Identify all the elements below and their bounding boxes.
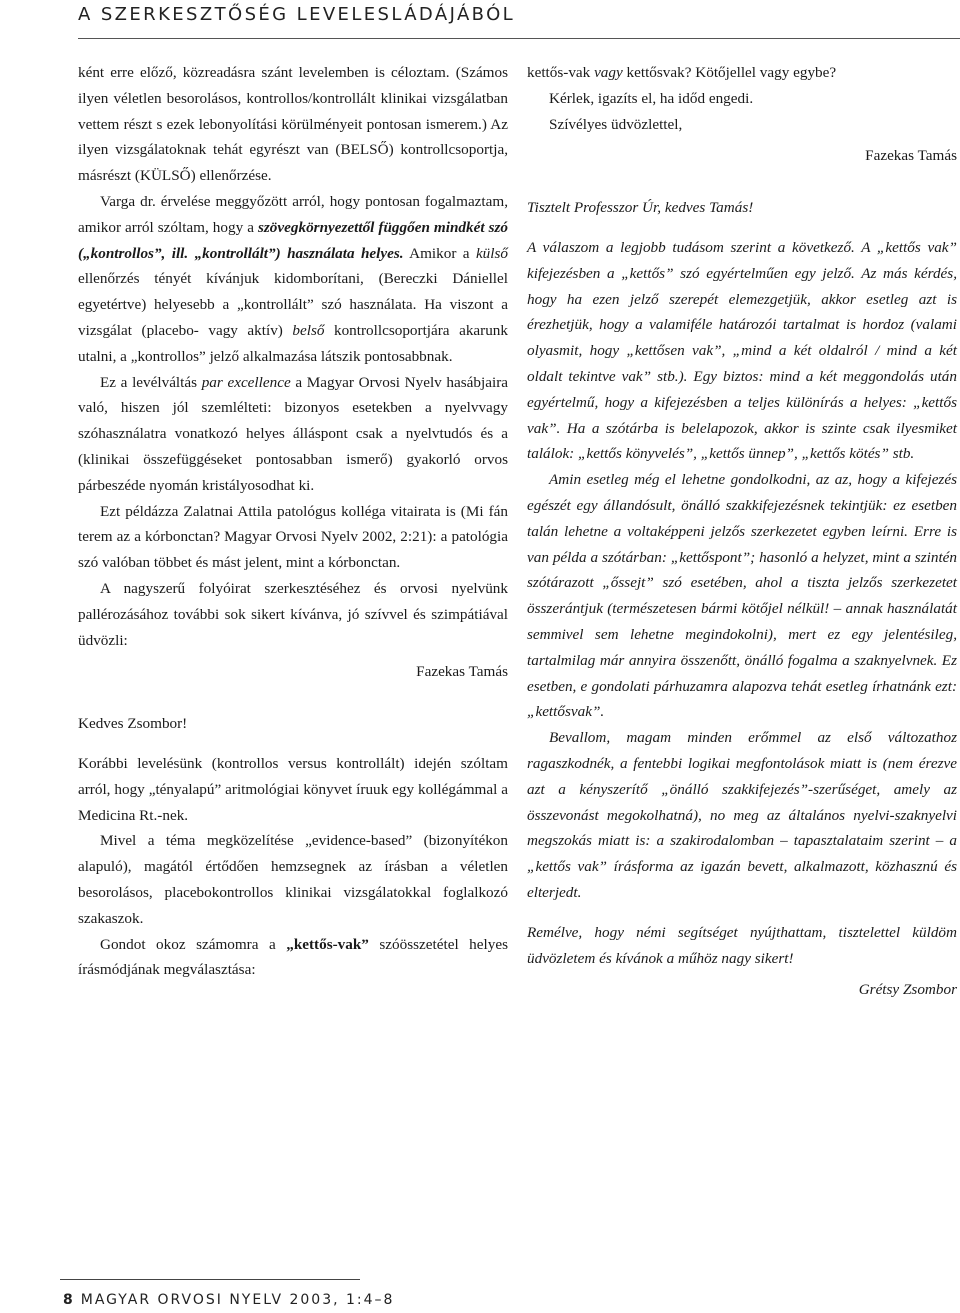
italic-run: külső — [475, 244, 508, 262]
footer-rule — [60, 1279, 360, 1280]
paragraph — [78, 932, 508, 984]
paragraph: Szívélyes üdvözlettel, — [549, 115, 683, 133]
text-run: a Magyar Orvosi Nyelv hasábjaira való, hiszen jól szemlélteti: bizonyos esetekben a nyelvvagy szóhasználatra vonatkozó helyes álláspont csak a nyelvtudós és a (klinikai összefüggéseket pontosabban ismerő) gyakorló orvos párbeszéde nyomán kristályosodhat ki. — [78, 373, 508, 494]
text-run: kettősvak? Kötőjellel vagy egybe? — [622, 64, 837, 81]
emphasis-run: szövegkörnyezettől függően mindkét szó („kontrollos”, ill. „kontrollált”) használata helyes. — [78, 218, 509, 262]
section-header: A SZERKESZTŐSÉG LEVELESLÁDÁJÁBÓL — [78, 4, 516, 25]
paragraph: ként erre előző, közreadásra szánt levelemben is céloztam. (Számos ilyen véletlen besorolásos, kontrollos/kontrollált klinikai vizsgálatban vettem részt s ezek lebonyolítási körülményeit pontosan ismerem.) Az ilyen vizsgálatoknak tehát egyrészt van (BELSŐ) kontrollcsoportja, másrészt (KÜLSŐ) ellenőrzése. — [78, 64, 508, 185]
page-footer — [63, 1292, 394, 1308]
italic-run: par excellence — [201, 373, 291, 391]
text-run: Varga dr. érvelése meggyőzött arról, hogy pontosan fogalmaztam, amikor arról szóltam, hogy a — [78, 192, 508, 236]
paragraph: Remélve, hogy némi segítséget nyújthattam, tisztelettel küldöm üdvözletem és kívánok a műhöz nagy sikert! — [527, 923, 957, 967]
paragraph: Mivel a téma megközelítése „evidence-based” (bizonyítékon alapuló), magától értődően hemzsegnek az írásban a véletlen besorolásos, placebokontrollos klinikai vizsgálatokkal foglalkozó szakaszok. — [78, 832, 508, 927]
paragraph — [527, 60, 957, 86]
text-run: ellenőrzés tényét kívánjuk kidomborítani, (Bereczki Dániellel egyetértve) helyesebb a „kontrollált” szó használata. Ha viszont a vizsgálat (placebo- vagy aktív) — [78, 270, 508, 339]
text-run: Gondot okoz számomra a — [100, 935, 287, 953]
text-run: Amikor a — [403, 244, 476, 262]
header-rule — [78, 38, 960, 39]
paragraph: Ezt példázza Zalatnai Attila patológus kolléga vitairata is (Mi fán terem az a kórbonctan? Magyar Orvosi Nyelv 2002, 2:21): a patológia szó valóban többet és mást jelent, mint a kórbonctan. — [78, 502, 508, 572]
signature: Fazekas Tamás — [865, 147, 957, 165]
salutation: Kedves Zsombor! — [78, 715, 188, 733]
signature: Fazekas Tamás — [416, 663, 508, 681]
text-run: kontrollcsoportjára akarunk utalni, a „kontrollos” jelző alkalmazása látszik pontosabbnak. — [78, 321, 508, 365]
paragraph: Kérlek, igazíts el, ha időd engedi. — [549, 89, 754, 107]
italic-run: belső — [292, 321, 325, 339]
text-run: kettős-vak — [527, 64, 595, 81]
paragraph: Bevallom, magam minden erőmmel az első változathoz ragaszkodnék, a fentebbi logikai megfontolások miatt is (nem érezve azt a kényszerítő „önálló szakkifejezés”-szerűséget, amely az összevonást megokolhatná), no meg az általános nyelvi-szaknyelvi megszokás miatt is: a szakirodalomban – tapasztalataim szerint – a „kettős vak” írásforma az igazán bevett, alkalmazott, közhasznú és elterjedt. — [527, 729, 957, 901]
left-column — [78, 60, 508, 983]
paragraph — [78, 370, 508, 499]
text-run: Ez a levélváltás — [100, 373, 202, 391]
paragraph: A nagyszerű folyóirat szerkesztéséhez és orvosi nyelvünk pallérozásához további sok sikert kívánva, jó szívvel és szimpátiával üdvözli: — [78, 579, 508, 649]
right-column — [527, 60, 957, 1003]
signature: Grétsy Zsombor — [858, 981, 957, 999]
paragraph — [78, 189, 508, 370]
paragraph: Amin esetleg még el lehetne gondolkodni, az az, hogy a kifejezés egészét egy állandósult, önálló szakkifejezésnek tekintjük: ez esetben talán lehetne a voltaképpeni jelzős szerkezetet egyben leírni. Erre is van példa a szótárban: „kettőspont”; hasonló a helyzet, mint a szintén szótárazott „őssejt” szó esetében, ahol a tiszta jelzős szerkezetet összerántjuk (természetesen bármi kötőjel nélkül! – annak használatát semmivel sem lehetne megindokolni), mert ez egy jelentésileg, tartalmilag már annyira összenőtt, önálló fogalma a szaknyelvnek. Ez esetben, e gondolati párhuzamra alapozva tehát esetleg írhatnánk ezt: „kettősvak”. — [527, 471, 957, 721]
journal-reference: MAGYAR ORVOSI NYELV 2003, 1:4–8 — [80, 1292, 395, 1308]
paragraph: A válaszom a legjobb tudásom szerint a következő. A „kettős vak” kifejezésben a „kettős” szó egyértelműen egy jelző. Az más kérdés, hogy ha ezen jelző szerepét elemezgetjük, akkor esetleg azt is érezhetjük, hogy a valamiféle határozói tartalmat is hordoz (valami olyasmit, hogy „kettősen vak”, „mind a két oldalról / mind a két oldalt tekintve vak” stb.). Egy biztos: mind a két meggondolás után egyértelmű, hogy a kifejezésben a teljes különírás a helyes: „kettős vak”. Ha a szótárba is belelapozok, akkor is szinte csak ilyesmiket találok: „kettős könyvelés”, „kettős ünnep”, „kettős kötés” stb. — [527, 238, 957, 463]
text-run: szóösszetétel helyes írásmódjának megválasztása: — [78, 935, 508, 979]
emphasis-run: „kettős-vak” — [286, 935, 369, 953]
paragraph: Korábbi levelésünk (kontrollos versus kontrollált) idején szóltam arról, hogy „tényalapú” aritmológiai könyvet íruuk egy kollégámmal a Medicina Rt.-nek. — [78, 754, 508, 824]
page-number: 8 — [63, 1292, 75, 1308]
italic-run: vagy — [594, 64, 623, 81]
salutation: Tisztelt Professzor Úr, kedves Tamás! — [527, 199, 754, 217]
